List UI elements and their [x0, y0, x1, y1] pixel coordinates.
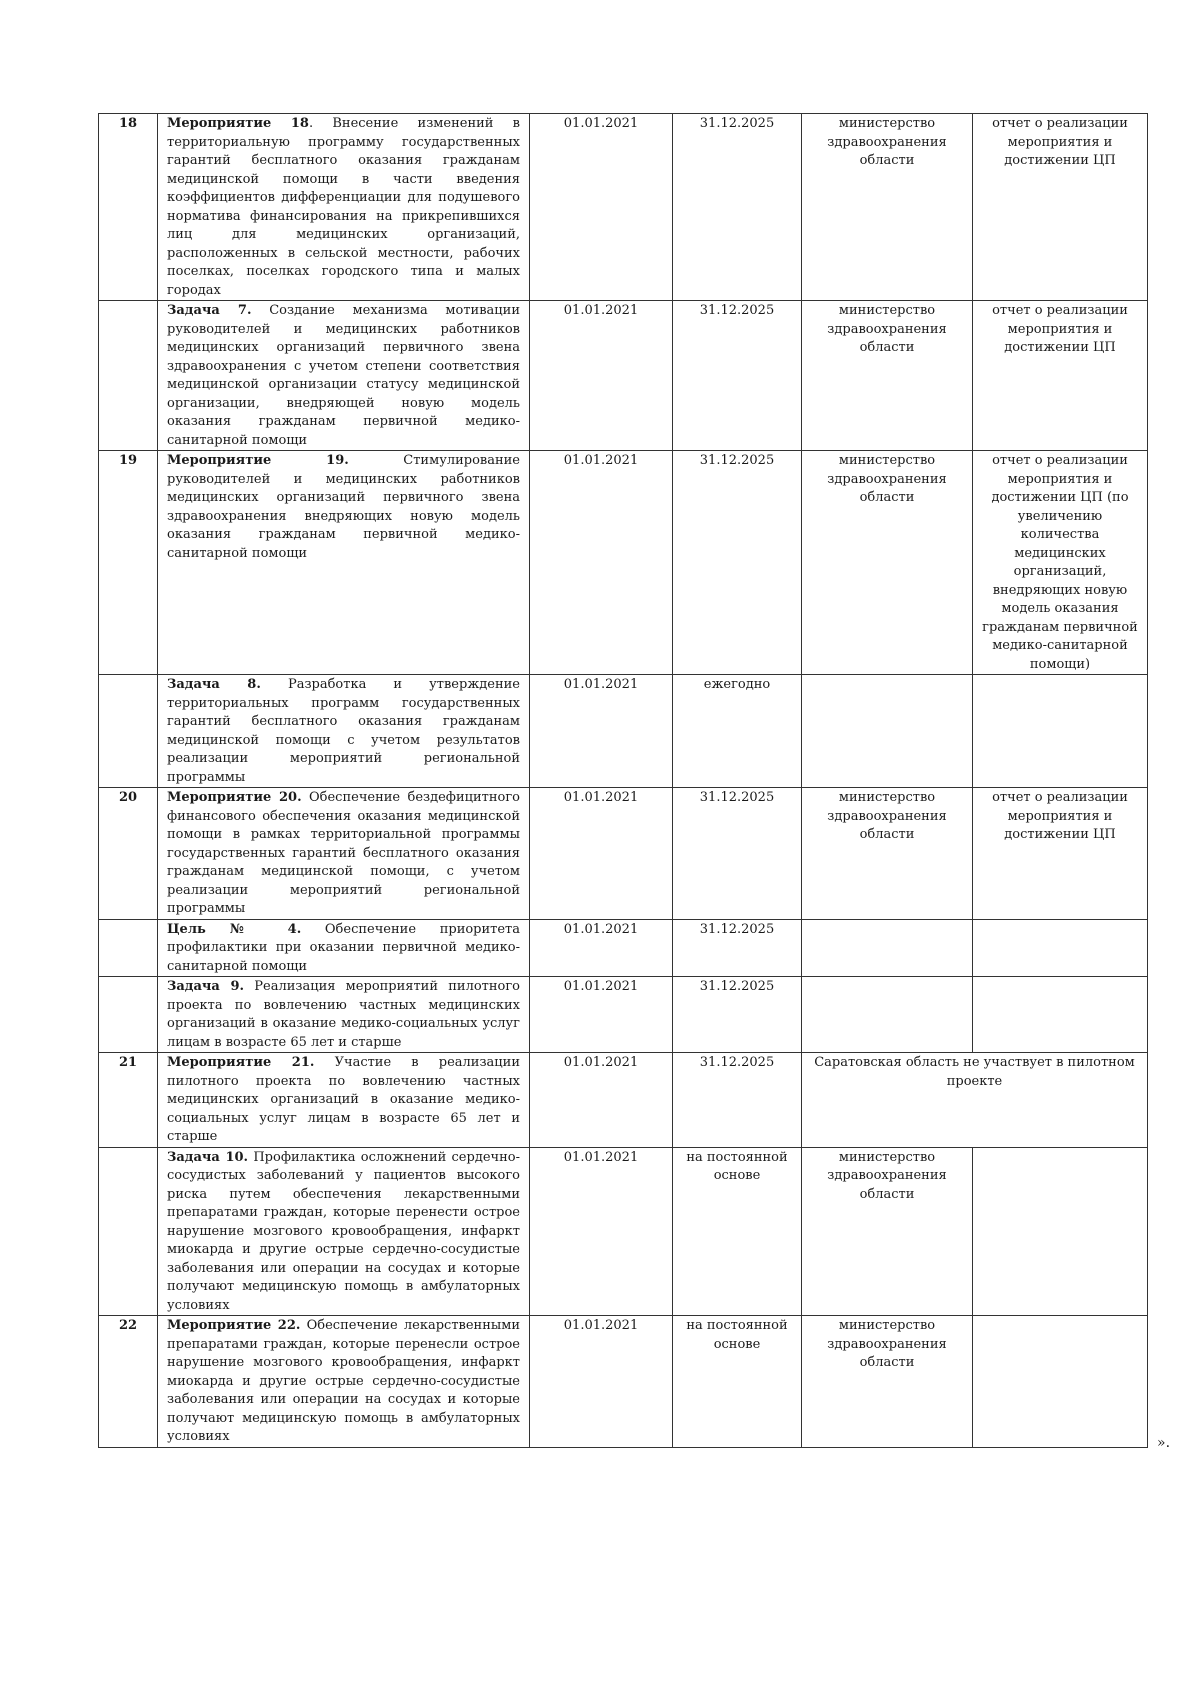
table-row — [99, 1316, 1148, 1448]
row-label: Мероприятие 18 — [167, 116, 309, 131]
end-date: 31.12.2025 — [673, 977, 802, 1053]
expected-result: отчет о реализации мероприятия и достижении ЦП (по увеличению количества медицинских организаций, внедряющих новую модель оказания гражданам первичной медико-санитарной помощи) — [973, 451, 1148, 675]
row-text: Профилактика осложнений сердечно-сосудистых заболеваний у пациентов высокого риска путем обеспечения лекарственными препаратами граждан, которые перенести острое нарушение мозгового кровообращения, инфаркт миокарда и другие острые сердечно-сосудистые заболевания или операции на сосудах и которые получают медицинскую помощь в амбулаторных условиях — [167, 1149, 520, 1313]
table-row — [99, 451, 1148, 675]
executor — [802, 977, 973, 1053]
expected-result — [973, 1316, 1148, 1448]
row-description — [158, 1316, 530, 1448]
expected-result — [973, 919, 1148, 977]
row-text: Обеспечение приоритета профилактики при оказании первичной медико-санитарной помощи — [167, 921, 520, 974]
row-number — [99, 1147, 158, 1316]
expected-result: отчет о реализации мероприятия и достижении ЦП — [973, 788, 1148, 920]
executor — [802, 919, 973, 977]
row-label: Мероприятие 19. — [167, 453, 349, 468]
executor: министерство здравоохранения области — [802, 301, 973, 451]
table-row — [99, 1147, 1148, 1316]
end-date: 31.12.2025 — [673, 114, 802, 301]
start-date: 01.01.2021 — [530, 451, 673, 675]
row-number: 21 — [99, 1053, 158, 1148]
row-description — [158, 114, 530, 301]
start-date: 01.01.2021 — [530, 301, 673, 451]
expected-result: отчет о реализации мероприятия и достижении ЦП — [973, 301, 1148, 451]
row-number: 19 — [99, 451, 158, 675]
expected-result: отчет о реализации мероприятия и достижении ЦП — [973, 114, 1148, 301]
row-number — [99, 301, 158, 451]
row-label: Задача 10. — [167, 1149, 249, 1165]
table-row — [99, 919, 1148, 977]
row-description — [158, 301, 530, 451]
row-text: . Внесение изменений в территориальную программу государственных гарантий бесплатного оказания гражданам медицинской помощи в части введения коэффициентов дифференциации для подушевого норматива финансирования на прикрепившихся лиц для медицинских организаций, расположенных в сельской местности, рабочих поселках, поселках городского типа и малых городах — [167, 116, 521, 298]
row-number: 18 — [99, 114, 158, 301]
row-description — [158, 977, 530, 1053]
row-description — [158, 788, 530, 920]
expected-result — [973, 977, 1148, 1053]
table-row — [99, 675, 1148, 788]
measures-table — [98, 113, 1148, 1448]
row-label: Задача 9. — [167, 979, 245, 994]
row-label: Мероприятие 20. — [167, 790, 302, 805]
row-text: Обеспечение лекарственными препаратами граждан, которые перенесли острое нарушение мозгового кровообращения, инфаркт миокарда и другие острые сердечно-сосудистые заболевания или операции на сосудах и которые получают медицинскую помощь в амбулаторных условиях — [167, 1318, 520, 1444]
end-date: 31.12.2025 — [673, 788, 802, 920]
start-date: 01.01.2021 — [530, 1053, 673, 1148]
row-label: Задача 7. — [167, 303, 252, 318]
table-row — [99, 1053, 1148, 1148]
end-date: 31.12.2025 — [673, 301, 802, 451]
table-row — [99, 301, 1148, 451]
row-description — [158, 1147, 530, 1316]
row-number: 20 — [99, 788, 158, 920]
row-number: 22 — [99, 1316, 158, 1448]
row-number — [99, 919, 158, 977]
end-date: 31.12.2025 — [673, 1053, 802, 1148]
start-date: 01.01.2021 — [530, 788, 673, 920]
end-date: на постоянной основе — [673, 1316, 802, 1448]
row-label: Мероприятие 22. — [167, 1318, 301, 1333]
table-row — [99, 788, 1148, 920]
expected-result — [973, 675, 1148, 788]
row-description — [158, 919, 530, 977]
expected-result — [973, 1147, 1148, 1316]
executor: министерство здравоохранения области — [802, 1316, 973, 1448]
executor: министерство здравоохранения области — [802, 788, 973, 920]
end-date: 31.12.2025 — [673, 919, 802, 977]
row-label: Цель № 4. — [167, 921, 302, 937]
start-date: 01.01.2021 — [530, 1147, 673, 1316]
row-description — [158, 675, 530, 788]
table-row — [99, 114, 1148, 301]
row-label: Задача 8. — [167, 677, 261, 692]
merged-note: Саратовская область не участвует в пилотном проекте — [802, 1053, 1148, 1148]
row-number — [99, 977, 158, 1053]
start-date: 01.01.2021 — [530, 1316, 673, 1448]
start-date: 01.01.2021 — [530, 114, 673, 301]
row-text: Разработка и утверждение территориальных программ государственных гарантий бесплатного оказания гражданам медицинской помощи с учетом результатов реализации мероприятий региональной программы — [167, 677, 520, 785]
row-text: Стимулирование руководителей и медицинских работников медицинских организаций первичного звена здравоохранения внедряющих новую модель оказания гражданам первичной медико-санитарной помощи — [167, 453, 520, 561]
row-text: Участие в реализации пилотного проекта по вовлечению частных медицинских организаций в оказание медико-социальных услуг лицам в возрасте 65 лет и старше — [167, 1055, 520, 1144]
end-date: на постоянной основе — [673, 1147, 802, 1316]
end-date: 31.12.2025 — [673, 451, 802, 675]
start-date: 01.01.2021 — [530, 675, 673, 788]
row-text: Обеспечение бездефицитного финансового обеспечения оказания медицинской помощи в рамках территориальной программы государственных гарантий бесплатного оказания гражданам медицинской помощи, с учетом реализации мероприятий региональной программы — [167, 790, 520, 916]
end-date: ежегодно — [673, 675, 802, 788]
row-text: Реализация мероприятий пилотного проекта по вовлечению частных медицинских организаций в оказание медико-социальных услуг лицам в возрасте 65 лет и старше — [167, 979, 520, 1050]
row-number — [99, 675, 158, 788]
closing-quote-mark: ». — [1157, 1435, 1171, 1451]
executor: министерство здравоохранения области — [802, 451, 973, 675]
start-date: 01.01.2021 — [530, 977, 673, 1053]
executor: министерство здравоохранения области — [802, 1147, 973, 1316]
row-text: Создание механизма мотивации руководителей и медицинских работников медицинских организаций первичного звена здравоохранения с учетом степени соответствия медицинской организации статусу медицинской организации, внедряющей новую модель оказания гражданам первичной медико-санитарной помощи — [167, 303, 520, 448]
executor — [802, 675, 973, 788]
row-description — [158, 451, 530, 675]
table-row — [99, 977, 1148, 1053]
executor: министерство здравоохранения области — [802, 114, 973, 301]
start-date: 01.01.2021 — [530, 919, 673, 977]
row-label: Мероприятие 21. — [167, 1055, 315, 1070]
row-description — [158, 1053, 530, 1148]
